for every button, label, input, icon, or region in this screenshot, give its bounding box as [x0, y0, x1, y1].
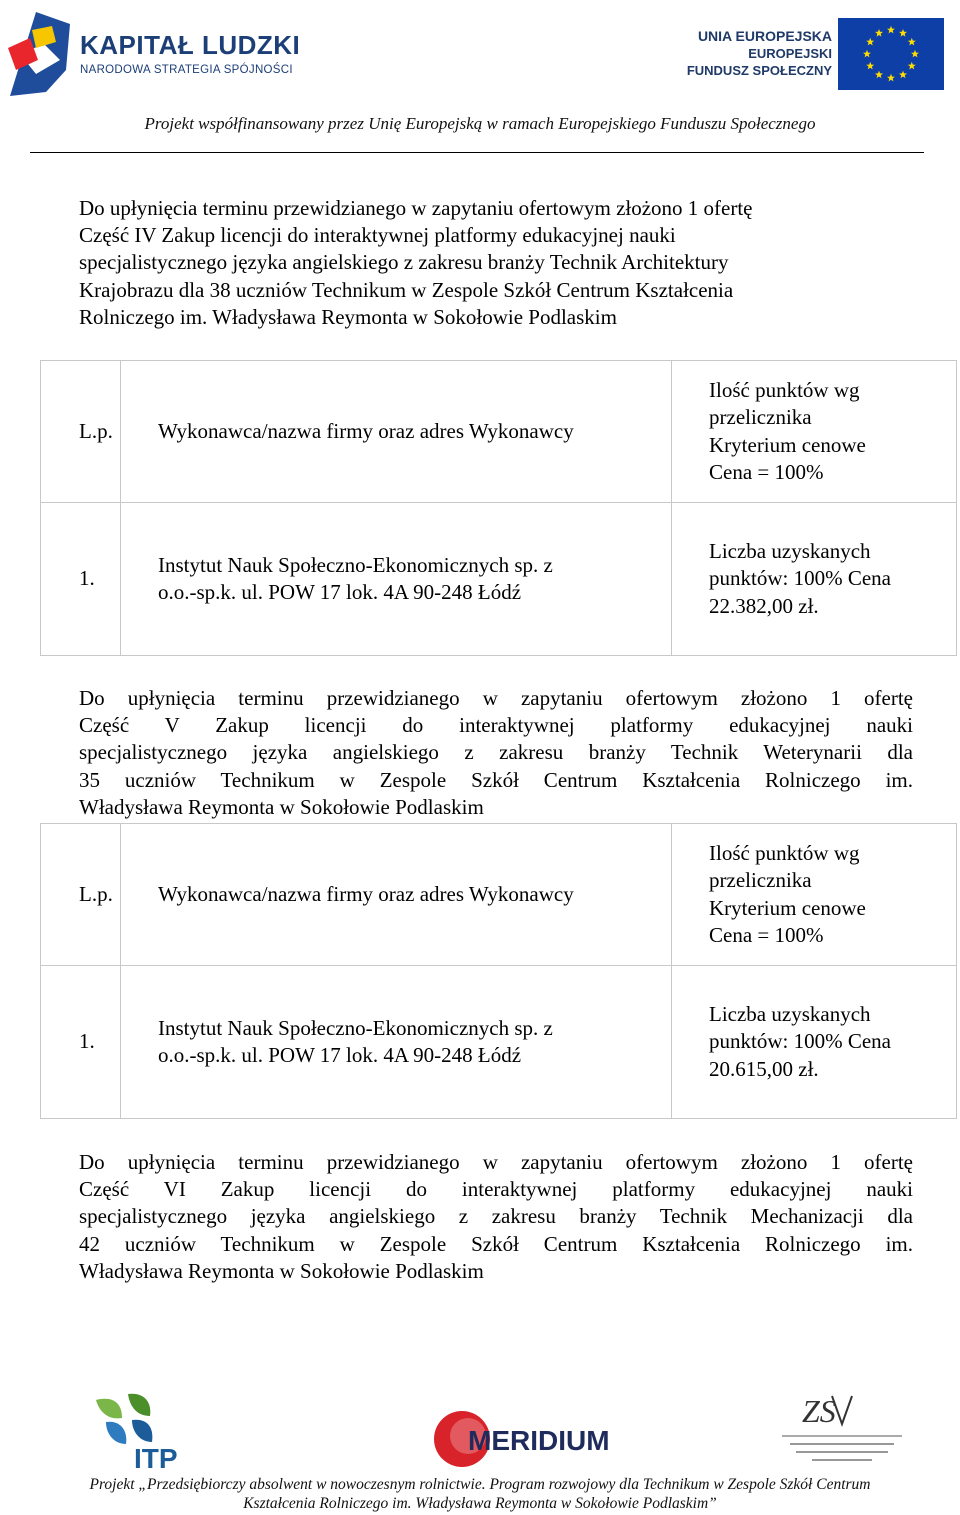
paragraph-line: 35 uczniów Technikum w Zespole Szkół Centrum Kształcenia Rolniczego im. — [79, 767, 913, 792]
paragraph-line: specjalistycznego języka angielskiego z zakresu branży Technik Weterynarii dla — [79, 740, 913, 765]
footer-note-line: Projekt „Przedsiębiorczy absolwent w nowoczesnym rolnictwie. Program rozwojowy dla Technikum w Zespole Szkół Centrum — [89, 1476, 871, 1493]
paragraph-line: Rolniczego im. Władysława Reymonta w Sokołowie Podlaskim — [79, 304, 617, 329]
table-row — [41, 966, 957, 1119]
points-line: Liczba uzyskanych — [709, 539, 871, 564]
header-divider — [30, 152, 924, 153]
logo-subtitle: NARODOWA STRATEGIA SPÓJNOŚCI — [80, 64, 293, 76]
school-logo-icon — [772, 1386, 912, 1470]
contractor-line: Instytut Nauk Społeczno-Ekonomicznych sp. z — [158, 552, 553, 577]
school-logo-text: ZS — [802, 1393, 836, 1429]
row-points — [672, 966, 957, 1119]
eu-logo-line1: UNIA EUROPEJSKA — [697, 28, 832, 44]
section-3-paragraph — [79, 1149, 913, 1285]
paragraph-line: specjalistycznego języka angielskiego z zakresu branży Technik Architektury — [79, 250, 729, 275]
row-points — [672, 503, 957, 656]
paragraph-line: Do upłynięcia terminu przewidzianego w zapytaniu ofertowym złożono 1 ofertę — [79, 196, 753, 220]
row-lp: 1. — [41, 966, 121, 1119]
points-header-line: Kryterium cenowe — [709, 432, 866, 457]
points-header-line: Ilość punktów wg — [709, 841, 860, 866]
points-header-line: przelicznika — [709, 405, 812, 430]
cofinancing-note: Projekt współfinansowany przez Unię Europejską w ramach Europejskiego Funduszu Społecznego — [144, 114, 816, 133]
section-1-paragraph — [79, 195, 913, 331]
points-header-line: Ilość punktów wg — [709, 378, 860, 403]
section-1-results-table — [40, 360, 957, 656]
paragraph-line: Do upłynięcia terminu przewidzianego w zapytaniu ofertowym złożono 1 ofertę — [79, 686, 913, 710]
section-2-results-table — [40, 823, 957, 1119]
contractor-line: Instytut Nauk Społeczno-Ekonomicznych sp. z — [158, 1015, 553, 1040]
paragraph-line: Do upłynięcia terminu przewidzianego w zapytaniu ofertowym złożono 1 ofertę — [79, 1150, 913, 1174]
row-contractor — [121, 503, 672, 656]
paragraph-line: Część VI Zakup licencji do interaktywnej platformy edukacyjnej nauki — [79, 1177, 913, 1202]
meridium-logo-icon — [430, 1406, 610, 1472]
contractor-header: Wykonawca/nazwa firmy oraz adres Wykonawcy — [121, 824, 672, 966]
itp-logo-text: ITP — [134, 1443, 178, 1474]
row-lp: 1. — [41, 503, 121, 656]
table-header-row — [41, 361, 957, 503]
points-line: Liczba uzyskanych — [709, 1002, 871, 1027]
points-header — [672, 361, 957, 503]
paragraph-line: Krajobrazu dla 38 uczniów Technikum w Zespole Szkół Centrum Kształcenia — [79, 277, 734, 302]
contractor-line: o.o.-sp.k. ul. POW 17 lok. 4A 90-248 Łódź — [158, 580, 522, 604]
eu-flag-icon — [838, 18, 944, 90]
paragraph-line: Część V Zakup licencji do interaktywnej platformy edukacyjnej nauki — [79, 713, 913, 738]
table-row — [41, 503, 957, 656]
footer-note-line: Kształcenia Rolniczego im. Władysława Reymonta w Sokołowie Podlaskim” — [243, 1495, 717, 1512]
project-footer-note — [0, 1475, 960, 1513]
eu-logo-line3: FUNDUSZ SPOŁECZNY — [686, 63, 832, 78]
points-header-line: Cena = 100% — [709, 459, 824, 484]
eu-logo-text — [687, 28, 832, 79]
row-contractor — [121, 966, 672, 1119]
contractor-line: o.o.-sp.k. ul. POW 17 lok. 4A 90-248 Łódź — [158, 1043, 522, 1067]
points-line: punktów: 100% Cena — [709, 566, 891, 591]
lp-header: L.p. — [41, 361, 121, 503]
paragraph-line: specjalistycznego języka angielskiego z zakresu branży Technik Mechanizacji dla — [79, 1204, 913, 1229]
paragraph-line: 42 uczniów Technikum w Zespole Szkół Centrum Kształcenia Rolniczego im. — [79, 1231, 913, 1256]
table-header-row — [41, 824, 957, 966]
paragraph-line: Władysława Reymonta w Sokołowie Podlaskim — [79, 794, 484, 819]
meridium-logo-text: MERIDIUM — [468, 1425, 610, 1456]
points-line: punktów: 100% Cena — [709, 1029, 891, 1054]
points-header-line: Kryterium cenowe — [709, 895, 866, 920]
paragraph-line: Część IV Zakup licencji do interaktywnej platformy edukacyjnej nauki — [79, 223, 676, 248]
points-header — [672, 824, 957, 966]
logo-title: KAPITAŁ LUDZKI — [80, 30, 301, 60]
lp-header: L.p. — [41, 824, 121, 966]
section-2-paragraph — [79, 685, 913, 821]
contractor-header: Wykonawca/nazwa firmy oraz adres Wykonawcy — [121, 361, 672, 503]
points-line: 22.382,00 zł. — [709, 593, 819, 618]
points-header-line: Cena = 100% — [709, 922, 824, 947]
points-header-line: przelicznika — [709, 868, 812, 893]
paragraph-line: Władysława Reymonta w Sokołowie Podlaskim — [79, 1258, 484, 1283]
itp-logo-icon — [92, 1392, 202, 1474]
eu-logo-line2: EUROPEJSKI — [748, 46, 832, 61]
points-line: 20.615,00 zł. — [709, 1056, 819, 1081]
